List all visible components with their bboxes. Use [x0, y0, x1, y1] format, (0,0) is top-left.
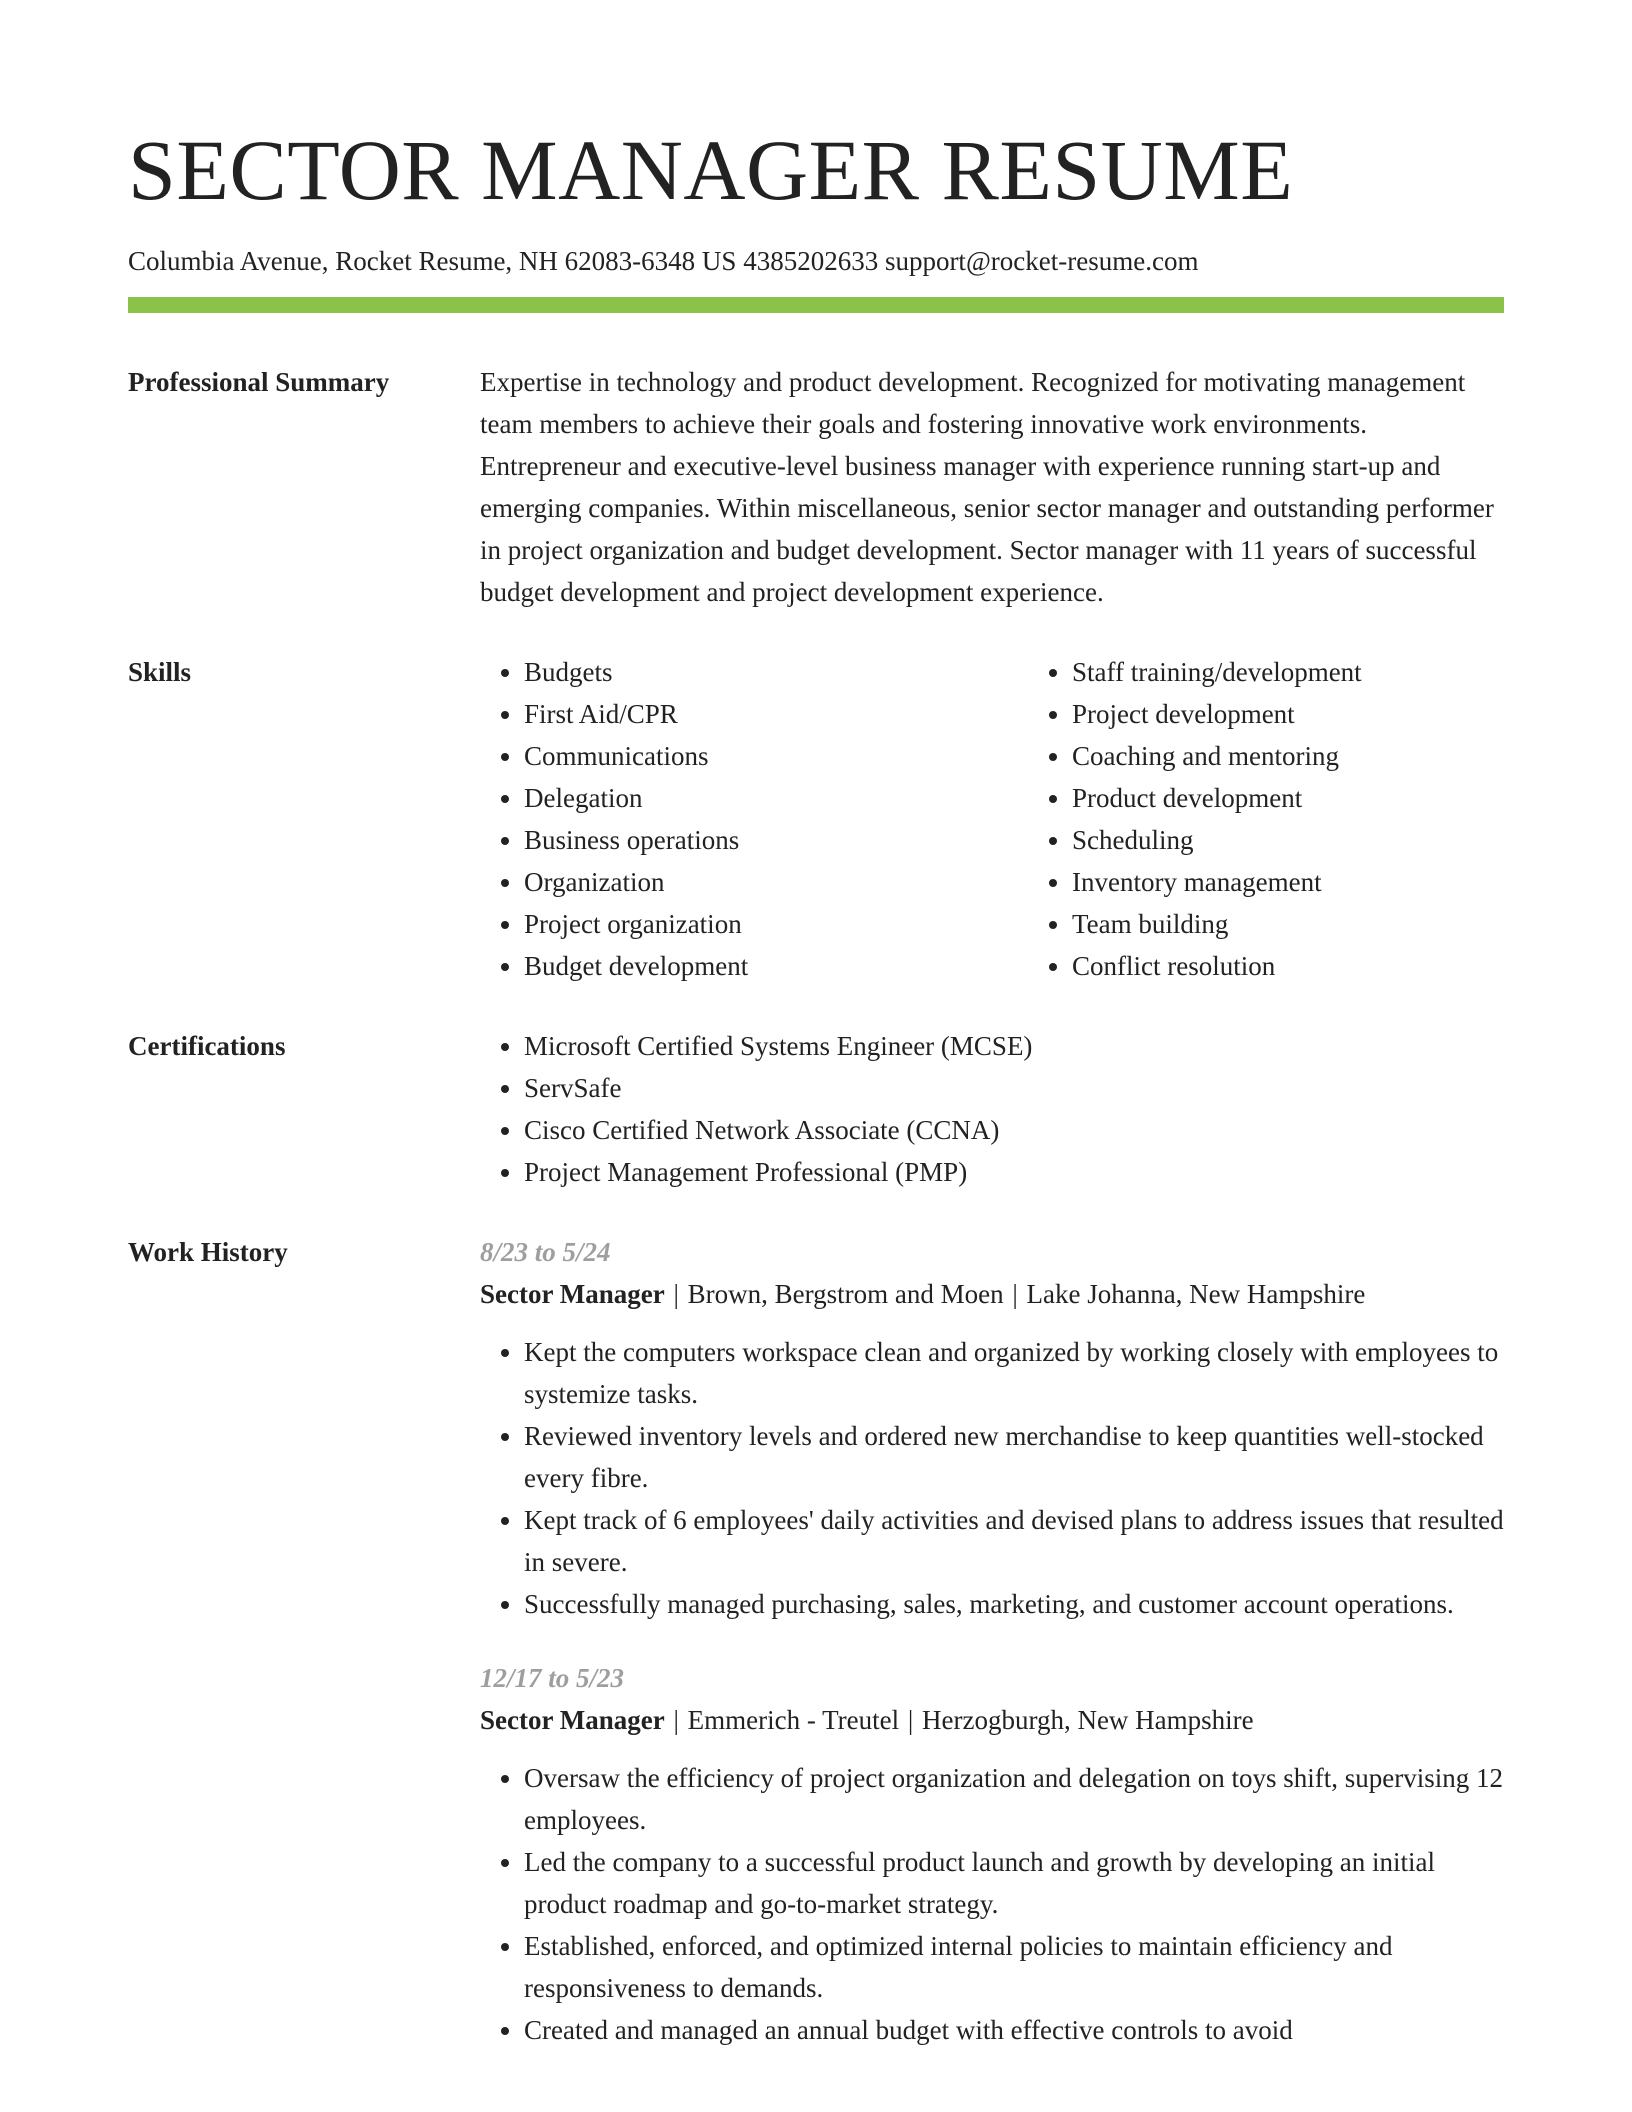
- skill-item: • Inventory management: [1072, 861, 1576, 903]
- skill-item: • Conflict resolution: [1072, 945, 1576, 987]
- header-divider: [128, 297, 1504, 313]
- skill-item: • Budgets: [524, 651, 1028, 693]
- skill-item: • Team building: [1072, 903, 1576, 945]
- certification-item: • ServSafe: [524, 1067, 1504, 1109]
- skills-label: Skills: [128, 657, 192, 687]
- job-title: Sector Manager: [480, 1705, 665, 1735]
- job-heading: [480, 1699, 1504, 1741]
- resume-page: [128, 0, 1504, 2051]
- job-duties: [480, 1331, 1504, 1625]
- job-location: Lake Johanna, New Hampshire: [1026, 1279, 1366, 1309]
- job-company: Emmerich - Treutel: [687, 1705, 900, 1735]
- job-company: Brown, Bergstrom and Moen: [687, 1279, 1004, 1309]
- separator: |: [1005, 1279, 1025, 1309]
- skills-section: [128, 651, 1504, 987]
- certification-item: • Project Management Professional (PMP): [524, 1151, 1504, 1193]
- skill-item: • Organization: [524, 861, 1028, 903]
- job-duty: • Kept the computers workspace clean and organized by working closely with employees to systemize tasks.: [524, 1331, 1504, 1415]
- job-duty: • Created and managed an annual budget with effective controls to avoid: [524, 2009, 1504, 2051]
- certification-item: • Cisco Certified Network Associate (CCNA): [524, 1109, 1504, 1151]
- skill-item: • Project organization: [524, 903, 1028, 945]
- job-duties: [480, 1757, 1504, 2051]
- skills-list-left: [480, 651, 1028, 987]
- job-entry: [480, 1657, 1504, 2051]
- job-duty: • Successfully managed purchasing, sales, marketing, and customer account operations.: [524, 1583, 1504, 1625]
- skill-item: • Communications: [524, 735, 1028, 777]
- skill-item: • Coaching and mentoring: [1072, 735, 1576, 777]
- summary-section: [128, 361, 1504, 613]
- job-duty: • Led the company to a successful product launch and growth by developing an initial product roadmap and go-to-market strategy.: [524, 1841, 1504, 1925]
- skill-item: • First Aid/CPR: [524, 693, 1028, 735]
- job-duty: • Oversaw the efficiency of project organization and delegation on toys shift, supervising 12 employees.: [524, 1757, 1504, 1841]
- skills-list-right: [1028, 651, 1576, 987]
- summary-label: Professional Summary: [128, 367, 390, 397]
- skill-item: • Business operations: [524, 819, 1028, 861]
- work-history-label: Work History: [128, 1237, 288, 1267]
- skill-item: • Delegation: [524, 777, 1028, 819]
- skill-item: • Project development: [1072, 693, 1576, 735]
- job-duty: • Kept track of 6 employees' daily activities and devised plans to address issues that resulted in severe.: [524, 1499, 1504, 1583]
- separator: |: [901, 1705, 920, 1735]
- certifications-section: [128, 1025, 1504, 1193]
- certifications-label: Certifications: [128, 1031, 286, 1061]
- job-location: Herzogburgh, New Hampshire: [921, 1705, 1254, 1735]
- skill-item: • Budget development: [524, 945, 1028, 987]
- contact-address: Columbia Avenue, Rocket Resume, NH 62083-6348 US: [128, 246, 737, 276]
- contact-phone: 4385202633: [743, 246, 879, 276]
- skill-item: • Product development: [1072, 777, 1576, 819]
- separator: |: [666, 1705, 686, 1735]
- contact-line: [128, 243, 1504, 279]
- job-entry: [480, 1231, 1504, 1625]
- separator: |: [666, 1279, 686, 1309]
- resume-title: SECTOR MANAGER RESUME: [128, 122, 1294, 218]
- job-duty: • Reviewed inventory levels and ordered new merchandise to keep quantities well-stocked every fibre.: [524, 1415, 1504, 1499]
- work-history-section: [128, 1231, 1504, 2051]
- contact-email[interactable]: support@rocket-resume.com: [884, 246, 1199, 276]
- summary-text: Expertise in technology and product development. Recognized for motivating management team members to achieve their goals and fostering innovative work environments. Entrepreneur and executive-level business manager with experience running start-up and emerging companies. Within miscellaneous, senior sector manager and outstanding performer in project organization and budget development. Sector manager with 11 years of successful budget development and project development experience.: [480, 367, 1494, 607]
- job-dates: 12/17 to 5/23: [480, 1663, 625, 1693]
- skill-item: • Scheduling: [1072, 819, 1576, 861]
- job-dates: 8/23 to 5/24: [480, 1237, 611, 1267]
- job-title: Sector Manager: [480, 1279, 665, 1309]
- job-heading: [480, 1273, 1504, 1315]
- skill-item: • Staff training/development: [1072, 651, 1576, 693]
- certifications-list: [480, 1025, 1504, 1193]
- job-duty: • Established, enforced, and optimized internal policies to maintain efficiency and responsiveness to demands.: [524, 1925, 1504, 2009]
- certification-item: • Microsoft Certified Systems Engineer (MCSE): [524, 1025, 1504, 1067]
